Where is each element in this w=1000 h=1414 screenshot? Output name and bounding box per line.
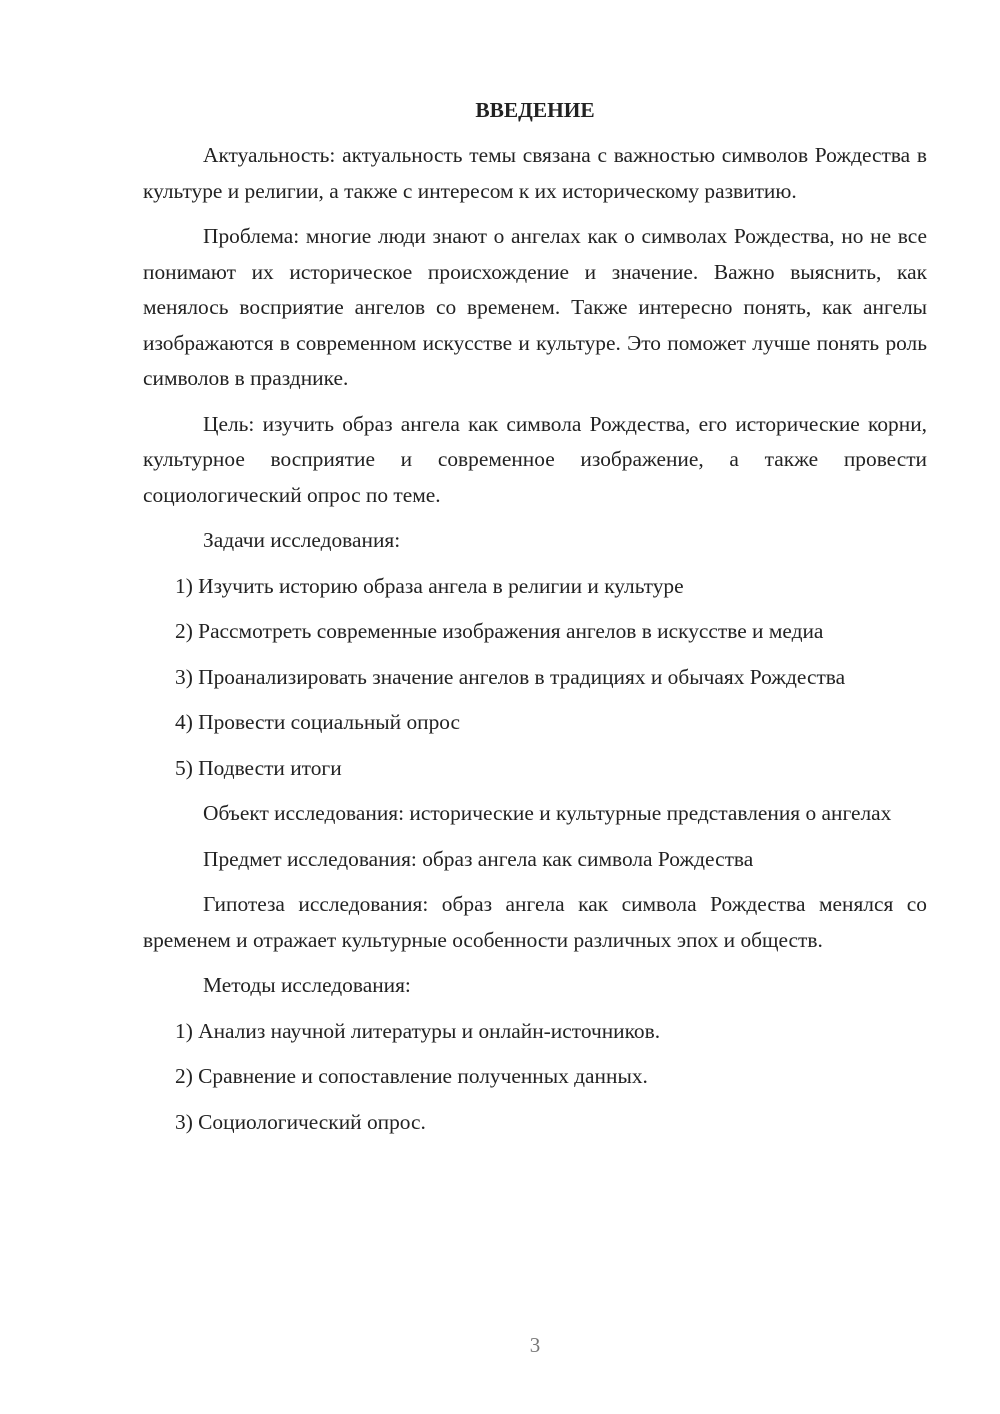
page-number: 3 — [529, 1333, 541, 1357]
page-content — [143, 92, 927, 1150]
task-item: 3) Проанализировать значение ангелов в традициях и обычаях Рождества — [175, 664, 846, 689]
methods-heading: Методы исследования: — [203, 973, 411, 997]
task-item: 1) Изучить историю образа ангела в религии и культуре — [175, 573, 684, 598]
relevance-paragraph: Актуальность: актуальность темы связана с важностью символов Рождества в культуре и религии, а также с интересом к их историческому развитию. — [143, 143, 927, 203]
method-item: 1) Анализ научной литературы и онлайн-источников. — [175, 1018, 661, 1043]
task-item: 4) Провести социальный опрос — [175, 710, 461, 734]
subject-paragraph: Предмет исследования: образ ангела как символа Рождества — [203, 846, 754, 871]
goal-paragraph: Цель: изучить образ ангела как символа Рождества, его исторические корни, культурное восприятие и современное изображение, а также провести социологический опрос по теме. — [143, 411, 927, 507]
task-item: 2) Рассмотреть современные изображения ангелов в искусстве и медиа — [175, 619, 824, 643]
object-paragraph: Объект исследования: исторические и культурные представления о ангелах — [203, 801, 892, 825]
method-item: 2) Сравнение и сопоставление полученных данных. — [175, 1064, 648, 1088]
problem-paragraph: Проблема: многие люди знают о ангелах как о символах Рождества, но не все понимают их историческое происхождение и значение. Важно выяснить, как менялось восприятие ангелов со временем. Также интересно понять, как ангелы изображаются в современном искусстве и культуре. Это поможет лучше понять роль символов в празднике. — [143, 224, 927, 390]
section-title: ВВЕДЕНИЕ — [475, 98, 595, 122]
method-item: 3) Социологический опрос. — [175, 1109, 426, 1134]
task-item: 5) Подвести итоги — [175, 755, 342, 780]
tasks-heading: Задачи исследования: — [203, 528, 401, 552]
hypothesis-paragraph: Гипотеза исследования: образ ангела как символа Рождества менялся со временем и отражает культурные особенности различных эпох и обществ. — [143, 892, 927, 952]
